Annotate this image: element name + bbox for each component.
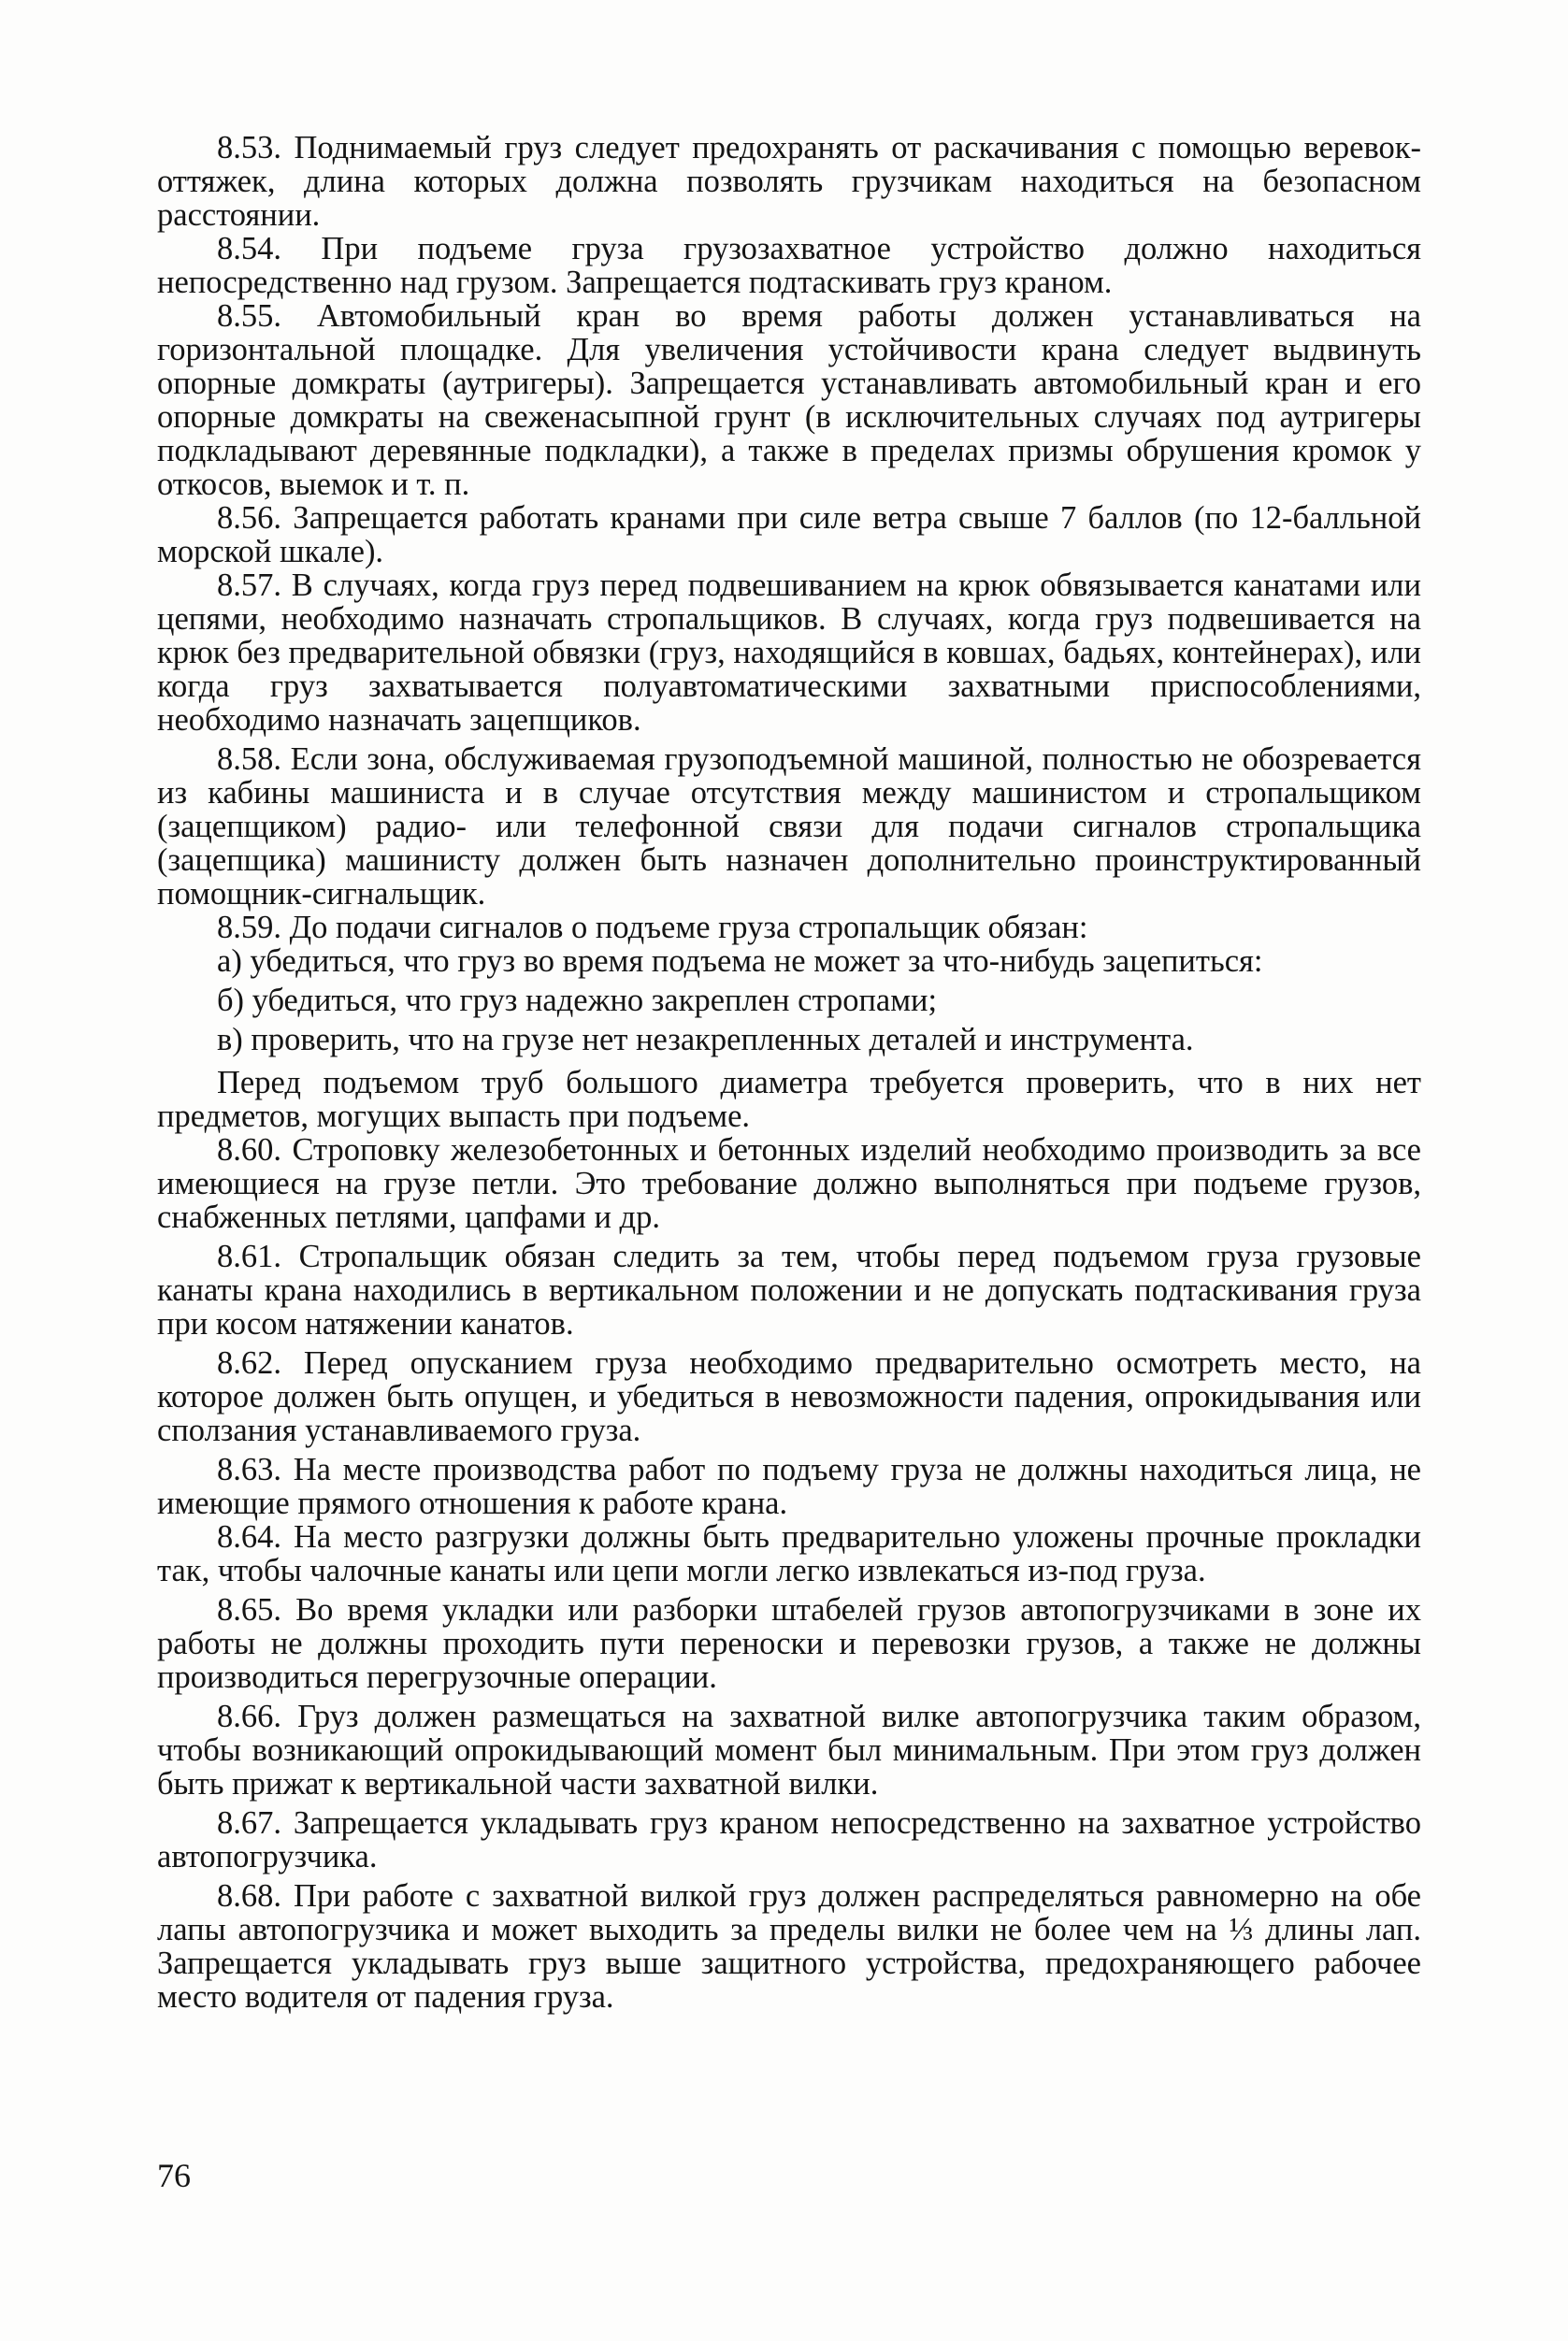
paragraph-8-59-note: Перед подъемом труб большого диаметра требуется проверить, что в них нет предметов, могущих выпасть при подъеме.	[157, 1065, 1421, 1134]
paragraph-8-67: 8.67. Запрещается укладывать груз краном непосредственно на захватное устройство автопогрузчика.	[157, 1805, 1421, 1874]
paragraph-8-54: 8.54. При подъеме груза грузозахватное устройство должно находиться непосредственно над грузом. Запрещается подтаскивать груз краном.	[157, 231, 1421, 300]
list-item-a: а) убедиться, что груз во время подъема не может за что-нибудь зацепиться:	[217, 943, 1263, 979]
paragraph-8-61: 8.61. Стропальщик обязан следить за тем, чтобы перед подъемом груза грузовые канаты крана находились в вертикальном положении и не допускать подтаскивания груза при косом натяжении канатов.	[157, 1239, 1421, 1342]
page-number: 76	[157, 2157, 191, 2194]
paragraph-8-65: 8.65. Во время укладки или разборки штабелей грузов автопогрузчиками в зоне их работы не должны проходить пути переноски и перевозки грузов, а также не должны производиться перегрузочные операции.	[157, 1592, 1421, 1695]
paragraph-8-53: 8.53. Поднимаемый груз следует предохранять от раскачивания с помощью веревок-оттяжек, длина которых должна позволять грузчикам находиться на безопасном расстоянии.	[157, 130, 1421, 233]
paragraph-8-58: 8.58. Если зона, обслуживаемая грузоподъемной машиной, полностью не обозревается из кабины машиниста и в случае отсутствия между машинистом и стропальщиком (зацепщиком) радио- или телефонной связи для подачи сигналов стропальщика (зацепщика) машинисту должен быть назначен дополнительно проинструктированный помощник-сигнальщик.	[157, 741, 1421, 912]
paragraph-8-60: 8.60. Строповку железобетонных и бетонных изделий необходимо производить за все имеющиеся на грузе петли. Это требование должно выполняться при подъеме грузов, снабженных петлями, цапфами и др.	[157, 1132, 1421, 1235]
paragraph-8-66: 8.66. Груз должен размещаться на захватной вилке автопогрузчика таким образом, чтобы возникающий опрокидывающий момент был минимальным. При этом груз должен быть прижат к вертикальной части захватной вилки.	[157, 1699, 1421, 1802]
paragraph-8-55: 8.55. Автомобильный кран во время работы должен устанавливаться на горизонтальной площадке. Для увеличения устойчивости крана следует выдвинуть опорные домкраты (аутригеры). Запрещается устанавливать автомобильный кран и его опорные домкраты на свеженасыпной грунт (в исключительных случаях под аутригеры подкладывают деревянные подкладки), а также в пределах призмы обрушения кромок у откосов, выемок и т. п.	[157, 298, 1421, 502]
paragraph-8-62: 8.62. Перед опусканием груза необходимо предварительно осмотреть место, на которое должен быть опущен, и убедиться в невозможности падения, опрокидывания или сползания устанавливаемого груза.	[157, 1345, 1421, 1448]
paragraph-8-56: 8.56. Запрещается работать кранами при силе ветра свыше 7 баллов (по 12-балльной морской шкале).	[157, 500, 1421, 569]
list-item-b: б) убедиться, что груз надежно закреплен стропами;	[217, 983, 938, 1018]
paragraph-8-63: 8.63. На месте производства работ по подъему груза не должны находиться лица, не имеющие прямого отношения к работе крана.	[157, 1452, 1421, 1521]
list-item-c: в) проверить, что на грузе нет незакрепленных деталей и инструмента.	[217, 1022, 1194, 1057]
paragraph-8-57: 8.57. В случаях, когда груз перед подвешиванием на крюк обвязывается канатами или цепями, необходимо назначать стропальщиков. В случаях, когда груз подвешивается на крюк без предварительной обвязки (груз, находящийся в ковшах, бадьях, контейнерах), или когда груз захватывается полуавтоматическими захватными приспособлениями, необходимо назначать зацепщиков.	[157, 567, 1421, 738]
paragraph-8-68: 8.68. При работе с захватной вилкой груз должен распределяться равномерно на обе лапы автопогрузчика и может выходить за пределы вилки не более чем на ⅓ длины лап. Запрещается укладывать груз выше защитного устройства, предохраняющего рабочее место водителя от падения груза.	[157, 1878, 1421, 2015]
paragraph-8-59: 8.59. До подачи сигналов о подъеме груза стропальщик обязан:	[217, 910, 1088, 945]
paragraph-8-64: 8.64. На место разгрузки должны быть предварительно уложены прочные прокладки так, чтобы чалочные канаты или цепи могли легко извлекаться из-под груза.	[157, 1519, 1421, 1588]
page-text	[157, 131, 1421, 2014]
